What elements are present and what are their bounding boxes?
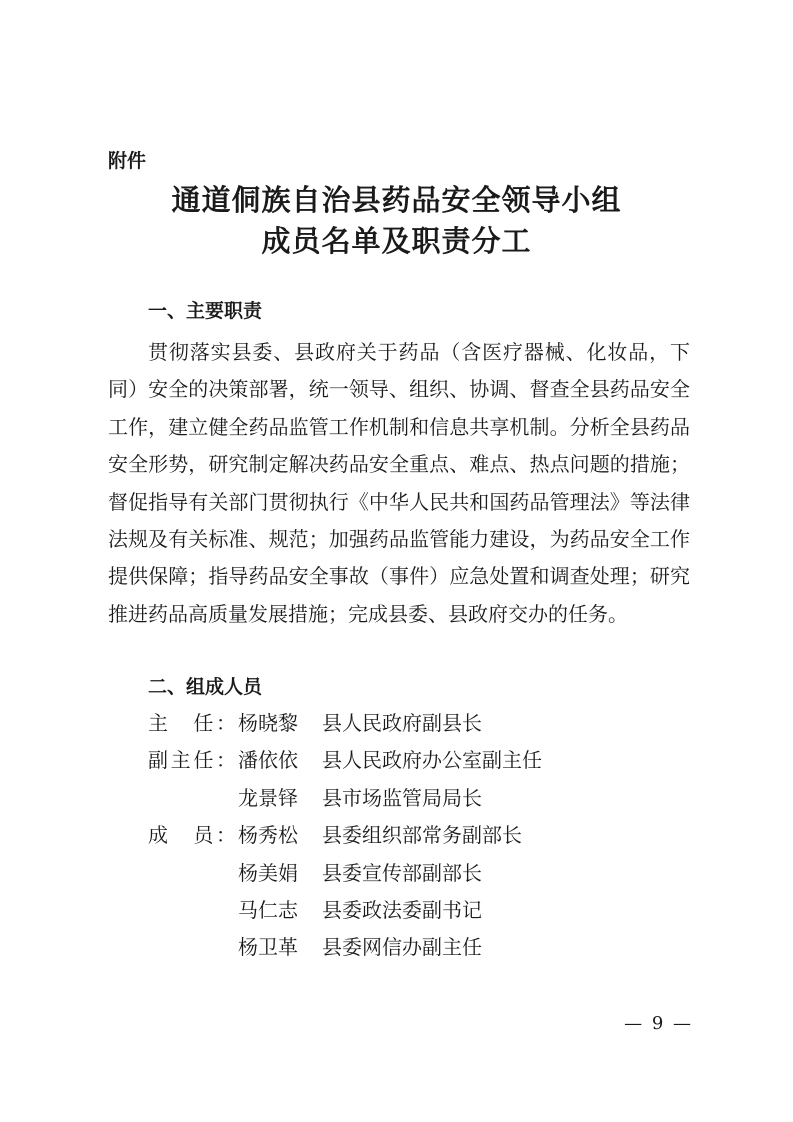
- member-row: [148, 742, 542, 779]
- member-role: 成 员：: [148, 823, 236, 848]
- member-name: 潘依依: [238, 748, 298, 773]
- member-name: 杨晓黎: [238, 711, 298, 735]
- member-row: [148, 929, 542, 966]
- member-post: 县委政法委副书记: [322, 897, 482, 922]
- member-post: 县委宣传部副部长: [322, 860, 482, 885]
- member-role: [148, 780, 238, 817]
- document-title-line-1: 通道侗族自治县药品安全领导小组: [171, 183, 622, 217]
- member-post: 县市场监管局局长: [322, 785, 482, 810]
- member-row: [148, 817, 542, 854]
- member-name: 龙景铎: [238, 785, 298, 810]
- section-heading-members: 二、组成人员: [148, 676, 263, 698]
- member-name: 杨卫革: [238, 935, 298, 960]
- page-number: — 9 —: [624, 1013, 693, 1034]
- member-post: 县人民政府办公室副主任: [322, 748, 542, 773]
- member-row: [148, 855, 542, 892]
- member-row: [148, 892, 542, 929]
- member-role: [148, 929, 238, 966]
- member-role: [148, 855, 238, 892]
- document-title-line-2: 成员名单及职责分工: [261, 224, 532, 258]
- member-post: 县委网信办副主任: [322, 935, 482, 960]
- member-name: 杨秀松: [238, 823, 298, 848]
- responsibilities-paragraph: 贯彻落实县委、县政府关于药品（含医疗器械、化妆品，下同）安全的决策部署，统一领导、组织、协调、督查全县药品安全工作，建立健全药品监管工作机制和信息共享机制。分析全县药品安全形势，研究制定解决药品安全重点、难点、热点问题的措施；督促指导有关部门贯彻执行《中华人民共和国药品管理法》等法律法规及有关标准、规范；加强药品监管能力建设，为药品安全工作提供保障；指导药品安全事故（事件）应急处置和调查处理；研究推进药品高质量发展措施；完成县委、县政府交办的任务。: [108, 340, 690, 626]
- member-name: 杨美娟: [238, 860, 298, 885]
- section-heading-responsibilities: 一、主要职责: [148, 300, 263, 322]
- member-role: [148, 892, 238, 929]
- member-post: 县委组织部常务副部长: [322, 823, 522, 848]
- member-role: 主 任：: [148, 711, 236, 735]
- member-row: [148, 705, 542, 742]
- members-list: [148, 705, 542, 967]
- member-row: [148, 780, 542, 817]
- member-role: 副主任：: [148, 748, 236, 773]
- member-post: 县人民政府副县长: [322, 711, 482, 735]
- attachment-label: 附件: [108, 150, 147, 172]
- member-name: 马仁志: [238, 897, 298, 922]
